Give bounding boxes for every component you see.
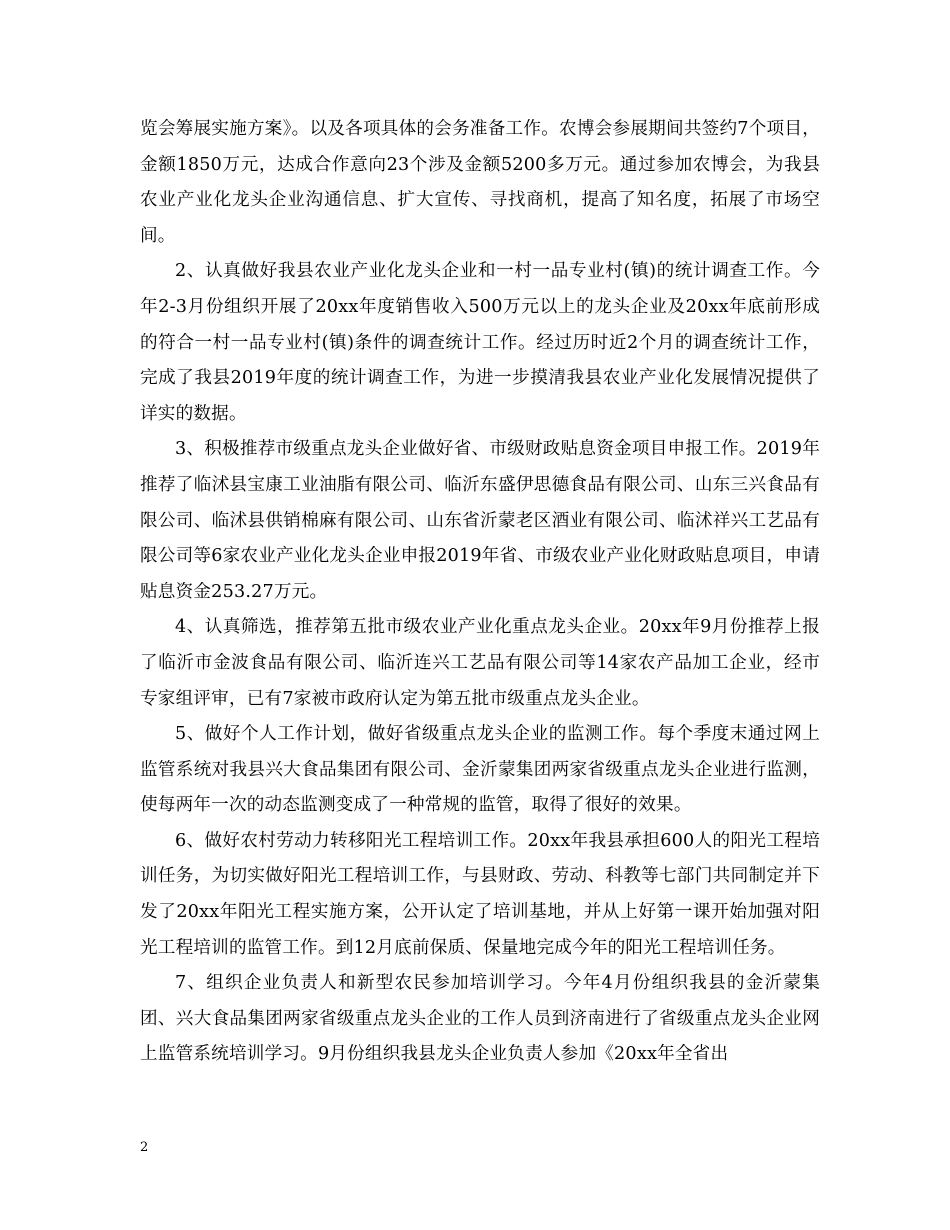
paragraph-item-7: 7、组织企业负责人和新型农民参加培训学习。今年4月份组织我县的金沂蒙集团、兴大食品集团两家省级重点龙头企业的工作人员到济南进行了省级重点龙头企业网上监管系统培训学习。9月份组织我县龙头企业负责人参加《20xx年全省出	[140, 973, 820, 1065]
paragraph-item-5: 5、做好个人工作计划，做好省级重点龙头企业的监测工作。每个季度末通过网上监管系统对我县兴大食品集团有限公司、金沂蒙集团两家省级重点龙头企业进行监测，使每两年一次的动态监测变成了一种常规的监管，取得了很好的效果。	[140, 724, 820, 816]
paragraph-item-6: 6、做好农村劳动力转移阳光工程培训工作。20xx年我县承担600人的阳光工程培训任务，为切实做好阳光工程培训工作，与县财政、劳动、科教等七部门共同制定并下发了20xx年阳光工程实施方案，公开认定了培训基地，并从上好第一课开始加强对阳光工程培训的监管工作。到12月底前保质、保量地完成今年的阳光工程培训任务。	[140, 830, 820, 958]
paragraph-item-4: 4、认真筛选，推荐第五批市级农业产业化重点龙头企业。20xx年9月份推荐上报了临沂市金波食品有限公司、临沂连兴工艺品有限公司等14家农产品加工企业，经市专家组评审，已有7家被市政府认定为第五批市级重点龙头企业。	[140, 617, 820, 709]
paragraph-item-3: 3、积极推荐市级重点龙头企业做好省、市级财政贴息资金项目申报工作。2019年推荐了临沭县宝康工业油脂有限公司、临沂东盛伊思德食品有限公司、山东三兴食品有限公司、临沭县供销棉麻有限公司、山东省沂蒙老区酒业有限公司、临沭祥兴工艺品有限公司等6家农业产业化龙头企业申报2019年省、市级农业产业化财政贴息项目，申请贴息资金253.27万元。	[140, 439, 820, 602]
paragraph-item-2: 2、认真做好我县农业产业化龙头企业和一村一品专业村(镇)的统计调查工作。今年2-3月份组织开展了20xx年度销售收入500万元以上的龙头企业及20xx年底前形成的符合一村一品专业村(镇)条件的调查统计工作。经过历时近2个月的调查统计工作，完成了我县2019年度的统计调查工作，为进一步摸清我县农业产业化发展情况提供了详实的数据。	[140, 261, 820, 424]
page-number: 2	[140, 1140, 149, 1155]
document-body	[140, 112, 820, 1073]
paragraph-continuation: 览会筹展实施方案》。以及各项具体的会务准备工作。农博会参展期间共签约7个项目，金额1850万元，达成合作意向23个涉及金额5200多万元。通过参加农博会，为我县农业产业化龙头企业沟通信息、扩大宣传、寻找商机，提高了知名度，拓展了市场空间。	[140, 119, 820, 246]
